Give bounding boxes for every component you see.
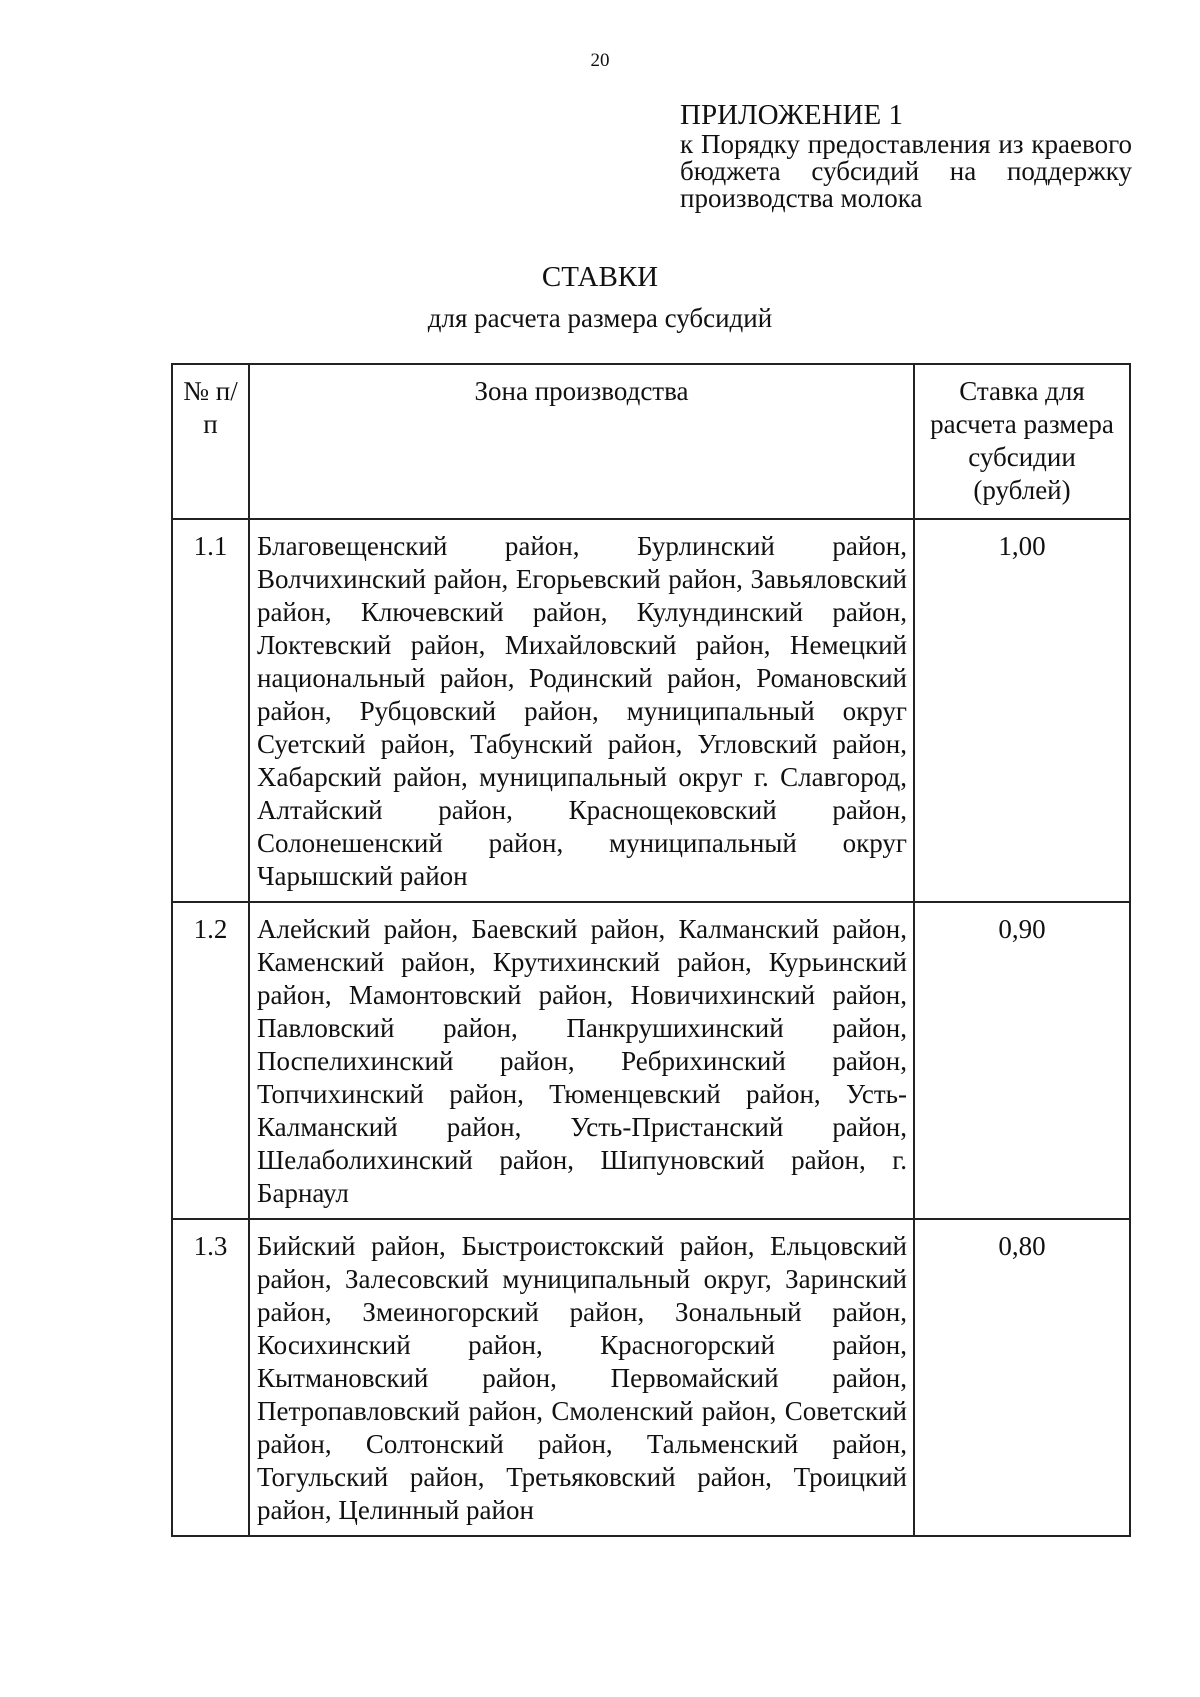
- rates-table: [171, 363, 1131, 1537]
- page-number: 20: [590, 50, 610, 71]
- row-number: 1.2: [172, 902, 249, 1219]
- row-zone: Благовещенский район, Бурлинский район, Волчихинский район, Егорьевский район, Завьяловский район, Ключевский район, Кулундинский район, Локтевский район, Михайловский район, Немецкий национальный район, Родинский район, Романовский район, Рубцовский район, муниципальный округ Суетский район, Табунский район, Угловский район, Хабарский район, муниципальный округ г. Славгород, Алтайский район, Краснощековский район, Солонешенский район, муниципальный округ Чарышский район: [249, 519, 914, 902]
- document-title: СТАВКИ: [541, 261, 659, 293]
- row-rate: 0,80: [914, 1219, 1130, 1536]
- row-rate: 0,90: [914, 902, 1130, 1219]
- header-zone: Зона производства: [249, 364, 914, 519]
- appendix-title: ПРИЛОЖЕНИЕ 1: [680, 99, 903, 131]
- appendix-block: [680, 100, 1132, 212]
- row-zone: Бийский район, Быстроистокский район, Ельцовский район, Залесовский муниципальный округ, Заринский район, Змеиногорский район, Зональный район, Косихинский район, Красногорский район, Кытмановский район, Первомайский район, Петропавловский район, Смоленский район, Советский район, Солтонский район, Тальменский район, Тогульский район, Третьяковский район, Троицкий район, Целинный район: [249, 1219, 914, 1536]
- document-subtitle: для расчета размера субсидий: [427, 303, 773, 333]
- header-rate: Ставка для расчета размера субсидии (рублей): [914, 364, 1130, 519]
- row-zone: Алейский район, Баевский район, Калманский район, Каменский район, Крутихинский район, Курьинский район, Мамонтовский район, Новичихинский район, Павловский район, Панкрушихинский район, Поспелихинский район, Ребрихинский район, Топчихинский район, Тюменцевский район, Усть-Калманский район, Усть-Пристанский район, Шелаболихинский район, Шипуновский район, г. Барнаул: [249, 902, 914, 1219]
- table-row: [172, 1219, 1130, 1536]
- appendix-text: к Порядку предоставления из краевого бюджета субсидий на поддержку производства молока: [680, 129, 1132, 213]
- table-row: [172, 902, 1130, 1219]
- table-header-row: [172, 364, 1130, 519]
- row-number: 1.3: [172, 1219, 249, 1536]
- header-number: № п/п: [172, 364, 249, 519]
- row-number: 1.1: [172, 519, 249, 902]
- table-row: [172, 519, 1130, 902]
- row-rate: 1,00: [914, 519, 1130, 902]
